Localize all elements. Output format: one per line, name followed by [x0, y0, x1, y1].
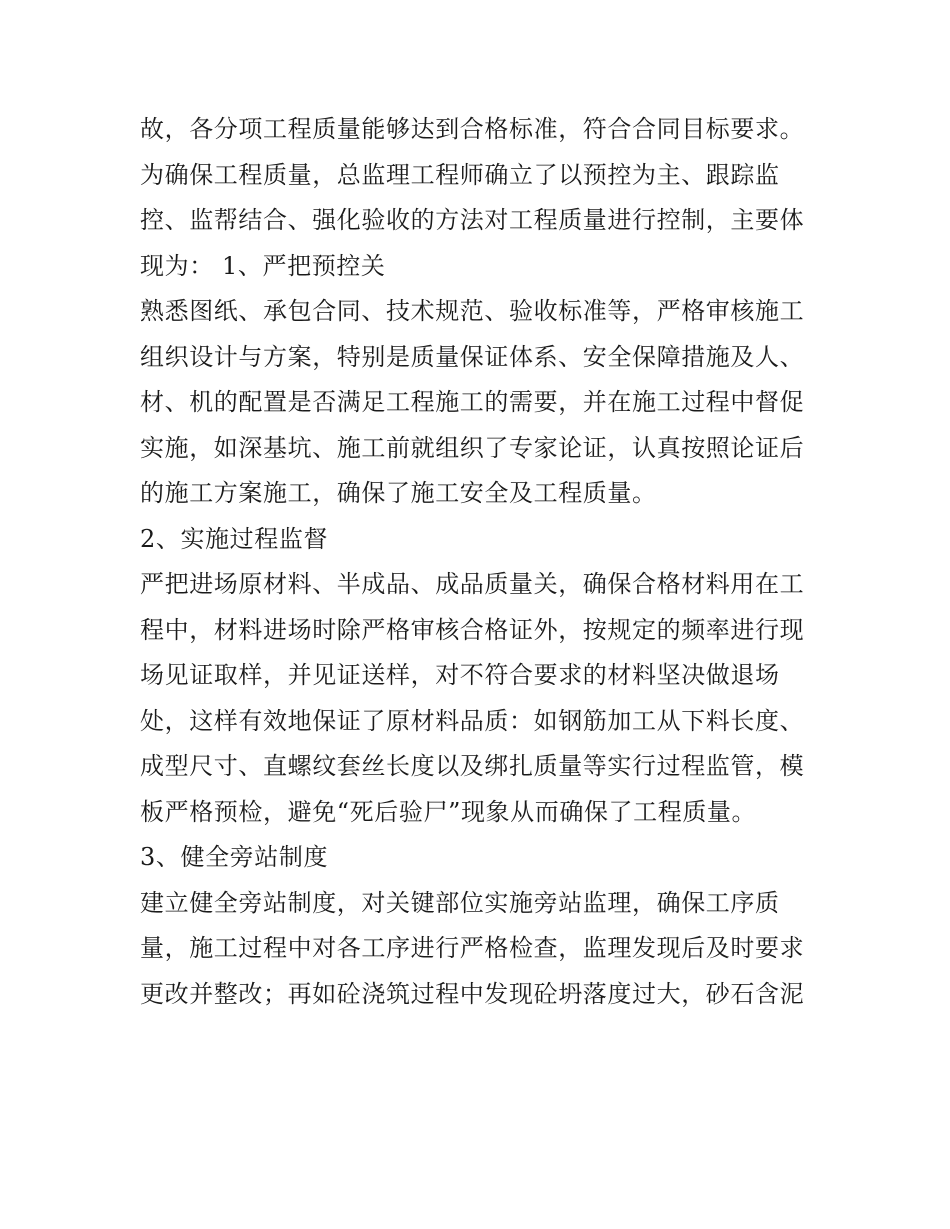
text-line-14: 处，这样有效地保证了原材料品质：如钢筋加工从下料长度、 [140, 706, 805, 735]
text-line-20: 更改并整改；再如砼浇筑过程中发现砼坍落度过大，砂石含泥 [140, 979, 805, 1008]
text-line-12: 程中，材料进场时除严格审核合格证外，按规定的频率进行现 [140, 615, 805, 644]
text-line-13: 场见证取样，并见证送样，对不符合要求的材料坚决做退场 [140, 661, 780, 689]
text-line-9: 的施工方案施工，确保了施工安全及工程质量。 [140, 479, 657, 507]
text-line-5: 熟悉图纸、承包合同、技术规范、验收标准等，严格审核施工 [140, 297, 805, 325]
text-line-1: 故，各分项工程质量能够达到合格标准，符合合同目标要求。 [140, 115, 805, 143]
section-heading-2: 2、实施过程监督 [140, 524, 329, 553]
text-line-8: 实施，如深基坑、施工前就组织了专家论证，认真按照论证后 [140, 433, 805, 462]
document-body [140, 107, 820, 1017]
text-line-2: 为确保工程质量，总监理工程师确立了以预控为主、跟踪监 [140, 160, 780, 189]
text-line-11: 严把进场原材料、半成品、成品质量关，确保合格材料用在工 [140, 570, 805, 598]
text-line-4: 现为： 1、严把预控关 [140, 251, 386, 280]
text-line-15: 成型尺寸、直螺纹套丝长度以及绑扎质量等实行过程监管，模 [140, 752, 805, 780]
text-line-6: 组织设计与方案，特别是质量保证体系、安全保障措施及人、 [140, 342, 805, 371]
text-line-18: 建立健全旁站制度，对关键部位实施旁站监理，确保工序质 [140, 888, 780, 917]
text-line-16: 板严格预检，避免“死后验尸”现象从而确保了工程质量。 [140, 797, 757, 826]
section-heading-3: 3、健全旁站制度 [140, 843, 329, 871]
text-line-3: 控、监帮结合、强化验收的方法对工程质量进行控制，主要体 [140, 206, 805, 234]
text-line-19: 量，施工过程中对各工序进行严格检查，监理发现后及时要求 [140, 934, 805, 962]
text-line-7: 材、机的配置是否满足工程施工的需要，并在施工过程中督促 [140, 388, 805, 416]
